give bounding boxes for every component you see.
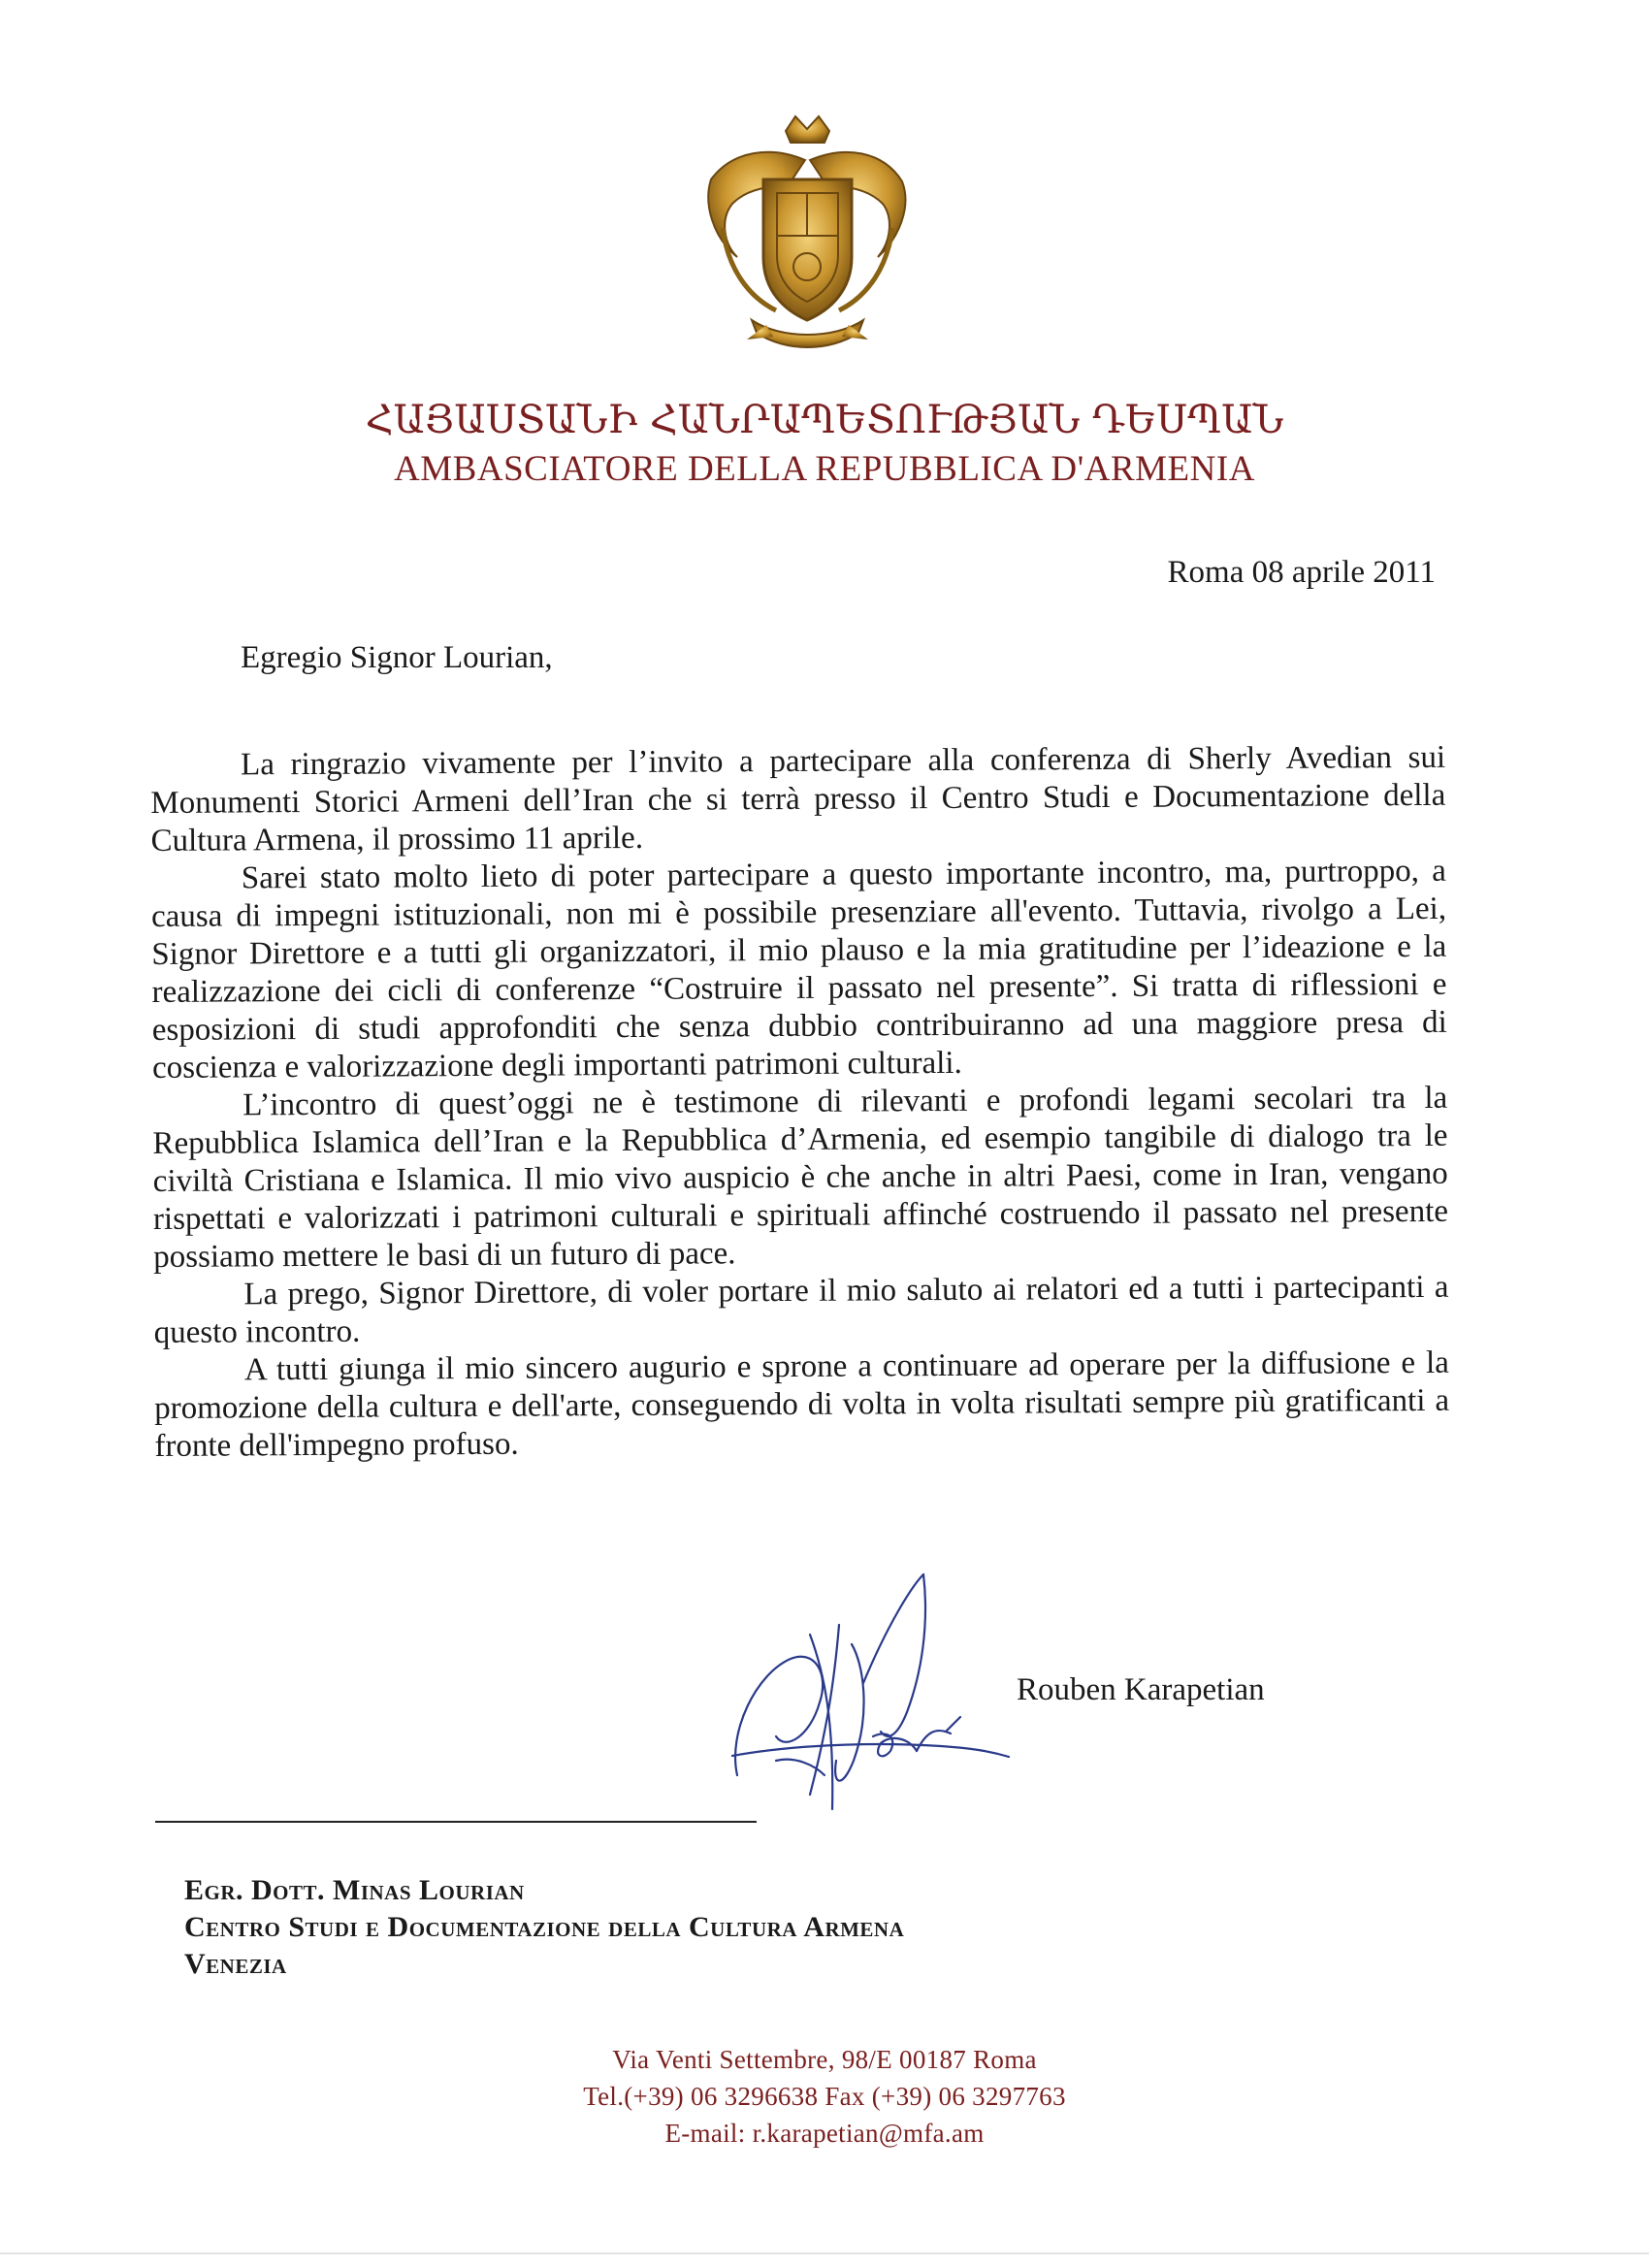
- armenian-coat-of-arms-icon: [694, 112, 922, 359]
- recipient-city: Venezia: [184, 1948, 287, 1980]
- body-paragraph: L’incontro di quest’oggi ne è testimone di rilevanti e profondi legami secolari tra la Repubblica Islamica dell’Iran e la Repubblica d’Armenia, ed esempio tangibile di dialogo tra le civiltà Cristiana e Islamica. Il mio vivo auspicio è che anche in altri Paesi, come in Iran, vengano rispettati e valorizzati i patrimoni culturali e spirituali affinché costruendo il passato nel presente possiamo mettere le basi di un futuro di pace.: [152, 1080, 1449, 1275]
- embassy-title-armenian: ՀԱՅԱՍՏԱՆԻ ՀԱՆՐԱՊԵՏՈՒԹՅԱՆ ԴԵՍՊԱՆ: [365, 398, 1284, 442]
- salutation: Egregio Signor Lourian,: [241, 640, 553, 675]
- recipient-organization: Centro Studi e Documentazione della Cultura Armena: [184, 1911, 905, 1943]
- letter-body: [150, 739, 1450, 1466]
- signer-name: Rouben Karapetian: [1017, 1672, 1265, 1707]
- divider: [155, 1821, 757, 1823]
- page-edge-line: [0, 2252, 1649, 2254]
- embassy-title-italian: AMBASCIATORE DELLA REPUBBLICA D'ARMENIA: [394, 449, 1255, 489]
- footer-address: Via Venti Settembre, 98/E 00187 Roma: [612, 2045, 1037, 2074]
- handwritten-signature: [718, 1567, 1028, 1829]
- footer-phone-fax: Tel.(+39) 06 3296638 Fax (+39) 06 3297763: [583, 2082, 1066, 2111]
- body-paragraph: A tutti giunga il mio sincero augurio e sprone a continuare ad operare per la diffusione e la promozione della cultura e dell'arte, conseguendo di volta in volta risultati sempre più gratificanti a fronte dell'impegno profuso.: [154, 1345, 1450, 1464]
- body-paragraph: Sarei stato molto lieto di poter partecipare a questo importante incontro, ma, purtroppo, a causa di impegni istituzionali, non mi è possibile presenziare all'evento. Tuttavia, rivolgo a Lei, Signor Direttore e a tutti gli organizzatori, il mio plauso e la mia gratitudine per l’ideazione e la realizzazione dei cicli di conferenze “Costruire il passato nel presente”. Si tratta di riflessioni e esposizioni di studi approfonditi che senza dubbio contribuiranno ad una maggiore presa di coscienza e valorizzazione degli importanti patrimoni culturali.: [150, 853, 1447, 1085]
- body-paragraph: La ringrazio vivamente per l’invito a partecipare alla conferenza di Sherly Avedian sui Monumenti Storici Armeni dell’Iran che si terrà presso il Centro Studi e Documentazione della Cultura Armena, il prossimo 11 aprile.: [150, 739, 1446, 859]
- recipient-name: Egr. Dott. Minas Lourian: [184, 1874, 525, 1906]
- footer-email: E-mail: r.karapetian@mfa.am: [664, 2119, 985, 2148]
- letter-date: Roma 08 aprile 2011: [1167, 555, 1436, 590]
- body-paragraph: La prego, Signor Direttore, di voler portare il mio saluto ai relatori ed a tutti i partecipanti a questo incontro.: [153, 1269, 1449, 1350]
